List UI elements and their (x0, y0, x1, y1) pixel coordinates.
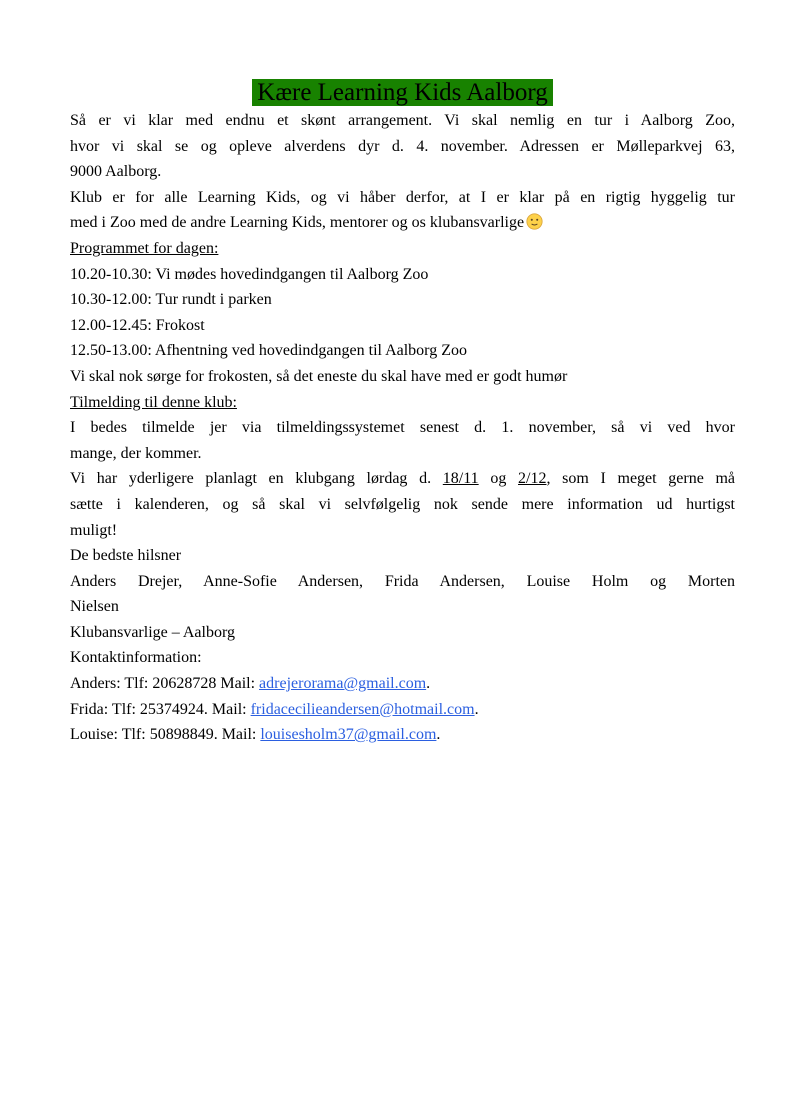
klubgang-line: sætte i kalenderen, og så skal vi selvfølgelig nok sende mere information ud hurtigst (70, 495, 735, 513)
klubgang-date: 2/12 (518, 470, 547, 488)
intro-line: Så er vi klar med endnu et skønt arrangement. Vi skal nemlig en tur i Aalborg Zoo, (70, 112, 735, 129)
smiley-icon (526, 213, 543, 230)
program-item: 12.00-12.45: Frokost (70, 316, 205, 334)
contact-entry: Louise: Tlf: 50898849. Mail: louisesholm37@gmail.com. (70, 726, 441, 744)
tilmelding-line: mange, der kommer. (70, 444, 202, 462)
contact-section (70, 645, 735, 747)
signature-role: Klubansvarlige – Aalborg (70, 623, 236, 641)
program-section (70, 236, 735, 364)
tilmelding-line: I bedes tilmelde jer via tilmeldingssystemet senest d. 1. november, så vi ved hvor (70, 419, 735, 437)
klubgang-paragraph (70, 466, 735, 543)
email-link-anders[interactable]: adrejerorama@gmail.com (259, 675, 427, 693)
email-link-frida[interactable]: fridacecilieandersen@hotmail.com (250, 700, 475, 718)
klub-line: med i Zoo med de andre Learning Kids, mentorer og os klubansvarlige (70, 210, 735, 236)
signature-names: Anders Drejer, Anne-Sofie Andersen, Frida Andersen, Louise Holm og Morten (70, 572, 735, 590)
klubgang-date: 18/11 (442, 470, 479, 488)
program-item: 10.20-10.30: Vi mødes hovedindgangen til Aalborg Zoo (70, 265, 429, 283)
intro-paragraph (70, 108, 735, 185)
contact-label: Frida: Tlf: 25374924. Mail: (70, 700, 251, 718)
email-link-louise[interactable]: louisesholm37@gmail.com (260, 726, 437, 744)
signature-greeting: De bedste hilsner (70, 547, 182, 565)
tilmelding-heading: Tilmelding til denne klub: (70, 393, 237, 411)
klub-line: Klub er for alle Learning Kids, og vi håber derfor, at I er klar på en rigtig hyggelig tur (70, 188, 735, 206)
contact-label: Anders: Tlf: 20628728 Mail: (70, 675, 260, 693)
intro-line: hvor vi skal se og opleve alverdens dyr d. 4. november. Adressen er Mølleparkvej 63, (70, 137, 735, 155)
klubgang-line: Vi har yderligere planlagt en klubgang lørdag d. 18/11 og 2/12, som I meget gerne må (70, 470, 736, 488)
klub-paragraph (70, 185, 735, 236)
program-item: 10.30-12.00: Tur rundt i parken (70, 291, 272, 309)
contact-entry: Anders: Tlf: 20628728 Mail: adrejerorama@gmail.com. (70, 675, 431, 693)
program-item: 12.50-13.00: Afhentning ved hovedindgangen til Aalborg Zoo (70, 342, 467, 360)
intro-line: 9000 Aalborg. (70, 163, 162, 181)
contact-entry: Frida: Tlf: 25374924. Mail: fridacecilieandersen@hotmail.com. (70, 700, 479, 718)
contact-label: Louise: Tlf: 50898849. Mail: (70, 726, 261, 744)
signature-names: Nielsen (70, 598, 119, 616)
title-highlight: Kære Learning Kids Aalborg (252, 79, 552, 106)
tilmelding-section (70, 390, 735, 467)
letter-title (70, 77, 735, 108)
signature-section (70, 543, 735, 645)
klubgang-line: muligt! (70, 521, 118, 539)
contact-heading: Kontaktinformation: (70, 649, 202, 667)
program-heading: Programmet for dagen: (70, 239, 219, 257)
frokost-note: Vi skal nok sørge for frokosten, så det eneste du skal have med er godt humør (70, 367, 568, 385)
